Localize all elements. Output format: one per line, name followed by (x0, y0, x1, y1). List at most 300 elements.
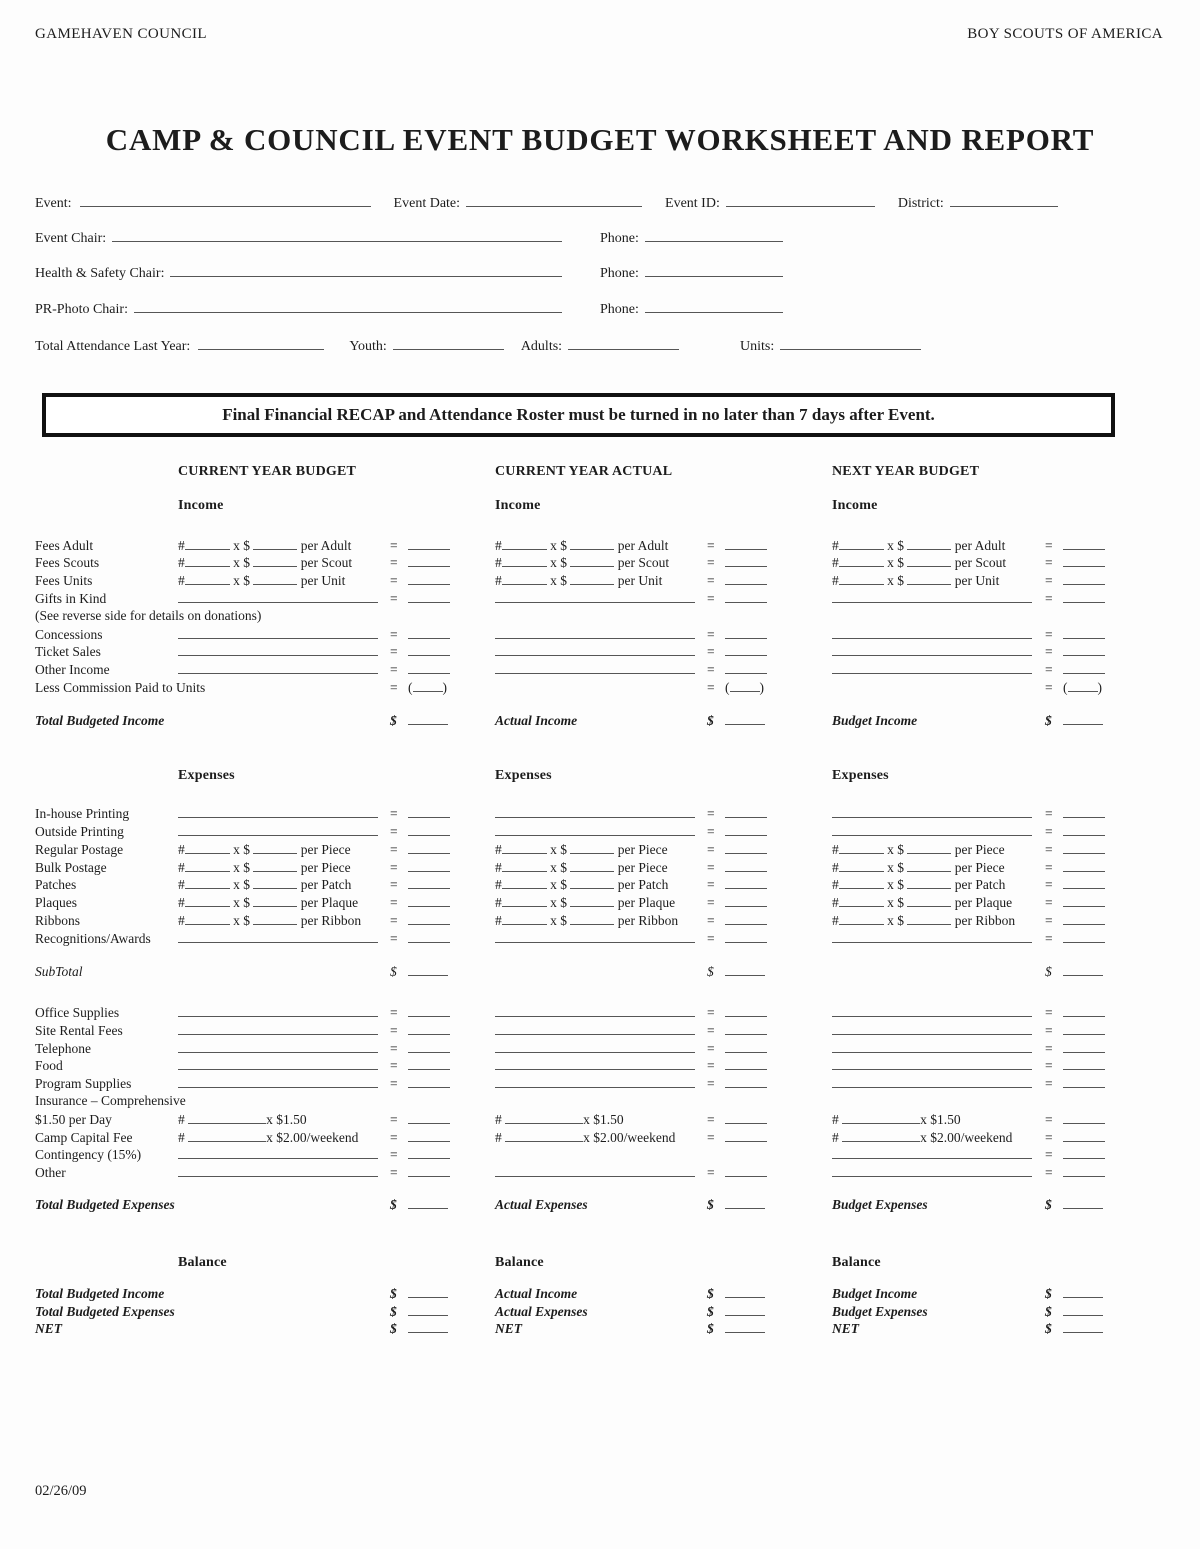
equals-cell (1045, 1304, 1063, 1320)
result-cell (408, 930, 455, 947)
result-blank (1063, 661, 1105, 674)
table-row (35, 841, 1193, 859)
result-blank (725, 1111, 767, 1124)
equals-cell (390, 1058, 408, 1074)
row-label-cell (35, 555, 178, 571)
result-cell (1063, 572, 1110, 589)
result-blank (1063, 643, 1105, 656)
result-cell (725, 537, 772, 554)
blank-field (839, 912, 884, 925)
detail-blank (495, 805, 695, 818)
result-cell (1063, 626, 1110, 643)
unit-label: per Piece (617, 841, 668, 857)
detail-cell (832, 841, 1045, 858)
detail-cell (495, 1111, 707, 1128)
result-blank (408, 590, 450, 603)
result-blank (725, 1075, 767, 1088)
result-blank (408, 572, 450, 585)
table-row (35, 859, 1193, 877)
equals-sign: = (1045, 930, 1053, 946)
section-gap (35, 697, 1193, 712)
result-cell (725, 841, 772, 858)
equals-cell (707, 824, 725, 840)
row-label-cell (35, 1130, 178, 1146)
result-blank (725, 590, 767, 603)
times-dollar-sign: x $ (233, 895, 250, 911)
blank-field (505, 1111, 583, 1124)
times-dollar-sign: x $ (233, 841, 250, 857)
equals-cell (707, 1130, 725, 1146)
result-blank (408, 537, 450, 550)
table-row (35, 661, 1193, 679)
equals-sign: = (1045, 555, 1053, 571)
detail-cell (832, 626, 1045, 643)
equals-cell (707, 842, 725, 858)
result-cell (725, 1285, 772, 1302)
equals-cell (1045, 1321, 1063, 1337)
blank-field (839, 894, 884, 907)
table-row (35, 537, 1193, 555)
section-gap (35, 1182, 1193, 1196)
detail-cell (495, 643, 707, 660)
equals-cell (390, 1197, 408, 1213)
times-dollar-sign: x $ (233, 859, 250, 875)
detail-blank (832, 1164, 1032, 1177)
equals-sign: = (707, 590, 715, 606)
result-blank (725, 661, 767, 674)
detail-cell (832, 912, 1045, 929)
result-blank (408, 1040, 450, 1053)
detail-cell (178, 626, 390, 643)
equals-cell (707, 713, 725, 729)
detail-cell (832, 1022, 1045, 1039)
detail-cell (178, 1057, 390, 1074)
result-blank (725, 1022, 767, 1035)
totals-label: Budget Expenses (832, 1196, 928, 1212)
detail-cell (178, 859, 390, 876)
table-row (35, 1057, 1193, 1075)
blank-field (502, 572, 547, 585)
blank-field (185, 894, 230, 907)
row-label-cell (35, 824, 178, 840)
equals-sign: = (1045, 841, 1053, 857)
equals-sign: = (390, 859, 398, 875)
row-label-cell (35, 895, 178, 911)
close-paren: ) (1097, 679, 1102, 695)
equals-cell (1045, 877, 1063, 893)
equals-sign: = (390, 1147, 398, 1163)
equals-cell (707, 1058, 725, 1074)
detail-cell (178, 1022, 390, 1039)
equals-sign: = (1045, 806, 1053, 822)
result-blank (725, 841, 767, 854)
detail-cell (832, 713, 1045, 729)
table-row (35, 1146, 1193, 1164)
row-label-cell (35, 1321, 178, 1337)
row-label: Fees Scouts (35, 555, 100, 571)
rate-label: x $2.00/weekend (266, 1129, 359, 1145)
detail-cell (832, 1057, 1045, 1074)
table-row (35, 876, 1193, 894)
row-label-cell (35, 627, 178, 643)
row-label: Other Income (35, 662, 110, 678)
blank-field (570, 859, 614, 872)
detail-cell (178, 1075, 390, 1092)
row-label: Bulk Postage (35, 859, 107, 875)
equals-sign: = (390, 895, 398, 911)
detail-cell (178, 768, 390, 784)
detail-blank (495, 1164, 695, 1177)
table-row (35, 912, 1193, 930)
hash-sign: # (495, 555, 502, 571)
detail-cell (832, 1004, 1045, 1021)
detail-cell (495, 1321, 707, 1337)
equals-cell (707, 860, 725, 876)
result-blank (725, 1004, 767, 1017)
unit-label: per Piece (300, 841, 351, 857)
row-label: Site Rental Fees (35, 1022, 123, 1038)
blank-field (253, 554, 297, 567)
result-cell (725, 1004, 772, 1021)
detail-cell (832, 498, 1045, 514)
result-blank (1063, 1022, 1105, 1035)
equals-cell (390, 1041, 408, 1057)
result-blank (408, 1057, 450, 1070)
equals-cell (390, 627, 408, 643)
result-cell (408, 1303, 455, 1320)
detail-cell (178, 1255, 390, 1271)
detail-cell (495, 894, 707, 911)
result-cell (408, 1164, 455, 1181)
detail-cell (495, 713, 707, 729)
detail-cell (178, 823, 390, 840)
equals-cell (390, 1023, 408, 1039)
close-paren: ) (759, 679, 764, 695)
expenses-heading-label: Expenses (178, 768, 235, 784)
equals-cell (707, 573, 725, 589)
blank-field (839, 537, 884, 550)
info-fields (35, 194, 1175, 355)
totals-label: Total Budgeted Income (35, 1286, 165, 1302)
pr-photo-chair-field (134, 300, 562, 313)
detail-cell (178, 1111, 390, 1128)
hash-sign: # (178, 877, 185, 893)
result-blank (413, 679, 443, 692)
equals-cell (707, 913, 725, 929)
equals-sign: = (1045, 1147, 1053, 1163)
info-row-event-chair (35, 229, 1175, 247)
equals-sign: = (707, 806, 715, 822)
equals-sign: = (1045, 573, 1053, 589)
equals-sign: = (1045, 895, 1053, 911)
equals-cell (707, 1321, 725, 1337)
times-dollar-sign: x $ (887, 537, 904, 553)
row-label-cell (35, 964, 178, 980)
detail-cell (832, 643, 1045, 660)
result-blank (1063, 805, 1105, 818)
equals-cell (1045, 931, 1063, 947)
expenses-heading-label: Expenses (495, 768, 552, 784)
detail-blank (495, 661, 695, 674)
subtotal-row (35, 963, 1193, 981)
total-blank (725, 1196, 765, 1209)
detail-blank (178, 1040, 378, 1053)
table-row (35, 1093, 1193, 1111)
unit-label: per Adult (617, 537, 669, 553)
equals-cell (390, 842, 408, 858)
budget-table (35, 464, 1193, 1337)
row-label: Fees Units (35, 573, 93, 589)
district-label: District: (897, 196, 944, 211)
result-blank (725, 876, 767, 889)
result-blank (730, 679, 760, 692)
result-blank (1063, 1129, 1105, 1142)
column-header-label: NEXT YEAR BUDGET (832, 464, 980, 479)
balance-row (35, 1285, 1193, 1302)
equals-sign: = (707, 930, 715, 946)
income-heading-label: Income (495, 497, 541, 513)
result-cell (1063, 1057, 1110, 1074)
rate-label: x $1.50 (920, 1111, 961, 1127)
row-label-cell (35, 1286, 178, 1302)
detail-cell (178, 1040, 390, 1057)
detail-cell (832, 805, 1045, 822)
row-label-cell (35, 591, 178, 607)
detail-blank (178, 643, 378, 656)
detail-blank (832, 1004, 1032, 1017)
hash-sign: # (832, 859, 839, 875)
result-blank (408, 1022, 450, 1035)
result-cell (408, 912, 455, 929)
district-field (950, 194, 1058, 207)
result-cell (1063, 1303, 1110, 1320)
blank-field (185, 841, 230, 854)
result-cell (1063, 1146, 1110, 1163)
result-cell (1063, 1285, 1110, 1302)
table-row (35, 1075, 1193, 1093)
times-dollar-sign: x $ (550, 573, 567, 589)
result-blank (725, 1040, 767, 1053)
phone-field-2 (645, 264, 783, 277)
event-id-field (726, 194, 875, 207)
equals-cell (707, 627, 725, 643)
equals-cell (390, 1321, 408, 1337)
result-cell (725, 963, 772, 980)
result-cell (1063, 712, 1110, 729)
row-label-cell (35, 931, 178, 947)
result-cell (1063, 1004, 1110, 1021)
equals-cell (707, 644, 725, 660)
unit-label: per Ribbon (300, 912, 362, 928)
expenses-totals-row (35, 1196, 1193, 1214)
detail-blank (178, 590, 378, 603)
times-dollar-sign: x $ (887, 859, 904, 875)
equals-cell (707, 806, 725, 822)
hash-sign: # (832, 841, 839, 857)
equals-cell (390, 573, 408, 589)
unit-label: per Scout (300, 555, 353, 571)
dollar-sign: $ (390, 1196, 397, 1212)
detail-cell (495, 572, 707, 589)
equals-cell (1045, 680, 1063, 696)
table-row (35, 554, 1193, 572)
equals-cell (390, 1286, 408, 1302)
unit-label: per Scout (617, 555, 670, 571)
result-cell (725, 912, 772, 929)
dollar-sign: $ (390, 1303, 397, 1319)
balance-row (35, 1303, 1193, 1320)
detail-cell (178, 805, 390, 822)
detail-cell (178, 912, 390, 929)
times-dollar-sign: x $ (233, 537, 250, 553)
event-field (80, 194, 371, 207)
dollar-sign: $ (390, 712, 397, 728)
row-label: $1.50 per Day (35, 1111, 112, 1127)
times-dollar-sign: x $ (550, 841, 567, 857)
equals-sign: = (707, 537, 715, 553)
detail-cell (495, 823, 707, 840)
equals-sign: = (707, 626, 715, 642)
hash-sign: # (178, 841, 185, 857)
times-dollar-sign: x $ (233, 573, 250, 589)
result-cell (408, 1004, 455, 1021)
dollar-sign: $ (390, 1286, 397, 1302)
equals-sign: = (1045, 644, 1053, 660)
event-date-label: Event Date: (393, 196, 461, 211)
detail-blank (178, 1057, 378, 1070)
result-cell (408, 679, 455, 696)
detail-cell (832, 661, 1045, 678)
table-row (35, 572, 1193, 590)
unit-label: per Unit (954, 573, 1000, 589)
equals-cell (390, 713, 408, 729)
detail-blank (832, 643, 1032, 656)
unit-label: per Patch (300, 877, 352, 893)
org-left-text: GAMEHAVEN COUNCIL (35, 26, 207, 42)
hash-sign: # (495, 895, 502, 911)
totals-label: NET (35, 1321, 62, 1337)
row-label: Fees Adult (35, 537, 94, 553)
detail-blank (495, 590, 695, 603)
hash-sign: # (495, 859, 502, 875)
hash-sign: # (832, 1111, 839, 1127)
detail-cell (832, 1111, 1045, 1128)
detail-blank (495, 626, 695, 639)
rate-label: x $2.00/weekend (583, 1129, 676, 1145)
result-cell (408, 1146, 455, 1163)
rate-label: x $2.00/weekend (920, 1129, 1013, 1145)
unit-label: per Piece (954, 841, 1005, 857)
equals-cell (390, 591, 408, 607)
detail-cell (832, 768, 1045, 784)
unit-label: per Ribbon (954, 912, 1016, 928)
detail-cell (178, 590, 390, 607)
row-label: Other (35, 1165, 66, 1181)
equals-cell (390, 877, 408, 893)
equals-sign: = (1045, 1111, 1053, 1127)
hash-sign: # (178, 555, 185, 571)
result-blank (1063, 1057, 1105, 1070)
row-label: Contingency (15%) (35, 1147, 142, 1163)
equals-cell (707, 1197, 725, 1213)
blank-field (185, 876, 230, 889)
result-cell (408, 1075, 455, 1092)
row-label: (See reverse side for details on donations) (35, 607, 262, 623)
row-label: Regular Postage (35, 841, 124, 857)
total-blank (1063, 1320, 1103, 1333)
result-cell (408, 1022, 455, 1039)
row-label: Patches (35, 877, 77, 893)
result-blank (408, 626, 450, 639)
detail-cell (495, 841, 707, 858)
equals-sign: = (390, 679, 398, 695)
row-label-cell (35, 679, 206, 696)
result-cell (725, 554, 772, 571)
table-row (35, 1164, 1193, 1182)
section-gap (35, 1214, 1193, 1255)
times-dollar-sign: x $ (233, 912, 250, 928)
unit-label: per Adult (300, 537, 352, 553)
row-label-cell (35, 573, 178, 589)
result-cell (408, 643, 455, 660)
row-label-cell (35, 1076, 178, 1092)
balance-heading-label: Balance (495, 1254, 544, 1270)
result-cell (1063, 1075, 1110, 1092)
detail-blank (832, 805, 1032, 818)
equals-cell (1045, 1023, 1063, 1039)
detail-cell (495, 1286, 707, 1302)
equals-cell (1045, 860, 1063, 876)
detail-cell (832, 1255, 1045, 1271)
result-blank (1063, 894, 1105, 907)
unit-label: per Unit (300, 573, 346, 589)
totals-label: Total Budgeted Expenses (35, 1196, 175, 1212)
units-field (780, 337, 921, 350)
detail-cell (495, 1197, 707, 1213)
result-cell (1063, 876, 1110, 893)
equals-cell (707, 1005, 725, 1021)
row-label: Food (35, 1058, 63, 1074)
column-header-label: CURRENT YEAR ACTUAL (495, 464, 673, 479)
dollar-sign: $ (707, 1321, 714, 1337)
result-cell (1063, 554, 1110, 571)
equals-cell (390, 860, 408, 876)
result-blank (1063, 626, 1105, 639)
row-label-cell (35, 1041, 178, 1057)
section-gap (35, 1272, 1193, 1285)
result-blank (408, 1164, 450, 1177)
totals-label: Budget Expenses (832, 1303, 928, 1319)
detail-cell (495, 1164, 707, 1181)
equals-sign: = (390, 1058, 398, 1074)
result-cell (725, 859, 772, 876)
blank-field (842, 1111, 920, 1124)
detail-cell (495, 1004, 707, 1021)
result-cell (1063, 590, 1110, 607)
phone-label-1: Phone: (600, 231, 639, 246)
result-blank (408, 912, 450, 925)
detail-cell (178, 894, 390, 911)
equals-sign: = (390, 537, 398, 553)
detail-blank (495, 1040, 695, 1053)
detail-blank (178, 1022, 378, 1035)
hash-sign: # (178, 1111, 185, 1127)
equals-cell (707, 1076, 725, 1092)
result-cell (1063, 823, 1110, 840)
result-cell (1063, 1164, 1110, 1181)
blank-field (570, 912, 614, 925)
detail-cell (832, 590, 1045, 607)
